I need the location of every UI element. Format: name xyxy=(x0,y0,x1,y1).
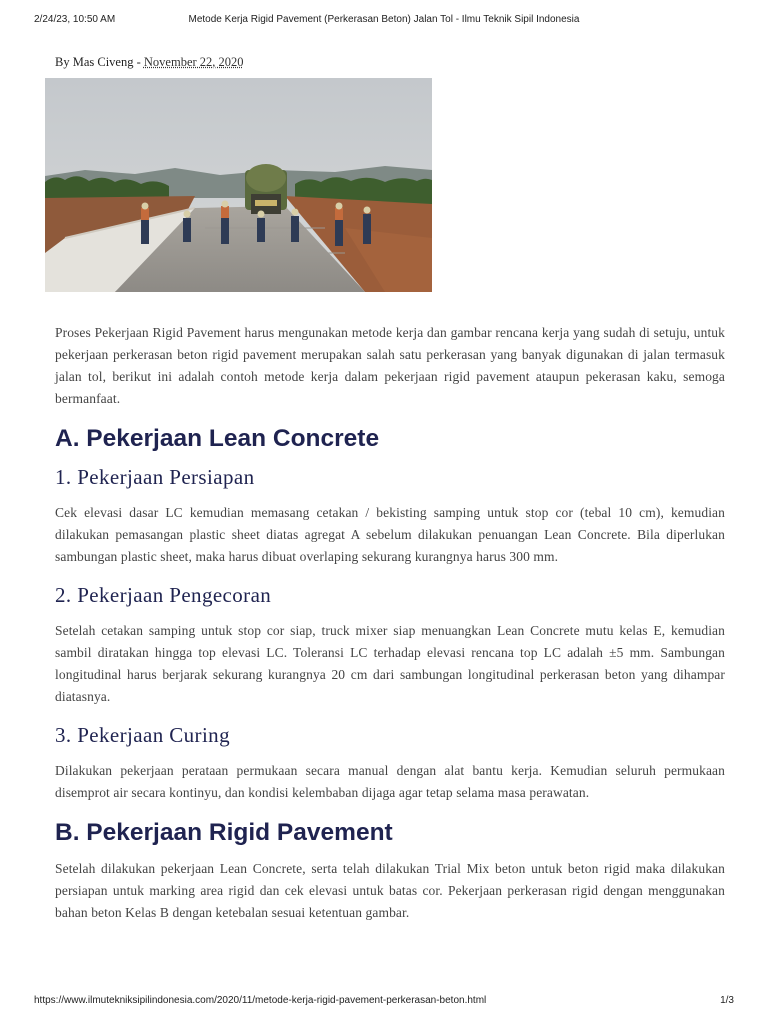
hero-image xyxy=(45,78,432,292)
publish-date-link[interactable]: November 22, 2020 xyxy=(143,55,244,69)
author-name: By Mas Civeng xyxy=(55,55,134,69)
print-url: https://www.ilmutekniksipilindonesia.com/2020/11/metode-kerja-rigid-pavement-perkerasan-beton.html xyxy=(34,995,487,1006)
subsection-persiapan-heading: 1. Pekerjaan Persiapan xyxy=(55,465,255,489)
subsection-curing-text: Dilakukan pekerjaan perataan permukaan secara manual dengan alat bantu kerja. Kemudian seluruh permukaan disemprot air secara kontinyu, dan kondisi kelembaban dijaga agar tetap selama masa perawatan. xyxy=(55,763,725,800)
section-b-text: Setelah dilakukan pekerjaan Lean Concrete, serta telah dilakukan Trial Mix beton untuk beton rigid maka dilakukan persiapan untuk marking area rigid dan cek elevasi untuk batas cor. Pekerjaan perkerasan rigid dengan menggunakan bahan beton Kelas B dengan ketebalan sesuai ketentuan gambar. xyxy=(55,861,725,920)
print-footer xyxy=(34,995,734,1009)
subsection-pengecoran-heading: 2. Pekerjaan Pengecoran xyxy=(55,583,272,607)
print-page-number: 1/3 xyxy=(720,995,734,1006)
section-b-heading: B. Pekerjaan Rigid Pavement xyxy=(55,819,393,846)
subsection-persiapan-text: Cek elevasi dasar LC kemudian memasang cetakan / bekisting samping untuk stop cor (tebal 10 cm), kemudian dilakukan pemasangan plastic sheet diatas agregat A sebelum dilakukan penuangan Lean Concrete. Bila diperlukan sambungan plastic sheet, maka harus dibuat overlaping sekurang kurangnya harus 300 mm. xyxy=(55,505,725,564)
print-header xyxy=(34,14,734,28)
intro-paragraph: Proses Pekerjaan Rigid Pavement harus mengunakan metode kerja dan gambar rencana kerja yang sudah di setuju, untuk pekerjaan perkerasan beton rigid pavement merupakan salah satu perkerasan yang banyak digunakan di jalan termasuk jalan tol, berikut ini adalah contoh metode kerja dalam pekerjaan rigid pavement ataupun pekerasan kaku, semoga bermanfaat. xyxy=(55,325,725,406)
article-body xyxy=(55,322,725,938)
print-timestamp: 2/24/23, 10:50 AM xyxy=(34,14,116,25)
article-byline xyxy=(55,55,244,70)
section-a-heading: A. Pekerjaan Lean Concrete xyxy=(55,425,380,452)
byline-separator: - xyxy=(133,55,144,69)
print-page-title: Metode Kerja Rigid Pavement (Perkerasan Beton) Jalan Tol - Ilmu Teknik Sipil Indonesia xyxy=(188,14,580,25)
subsection-curing-heading: 3. Pekerjaan Curing xyxy=(55,723,230,747)
subsection-pengecoran-text: Setelah cetakan samping untuk stop cor siap, truck mixer siap menuangkan Lean Concrete mutu kelas E, kemudian sambil diratakan hingga top elevasi LC. Toleransi LC terhadap elevasi rencana top LC adalah ±5 mm. Sambungan longitudinal harus berjarak sekurang kurangnya 20 cm dari sambungan longitudinal perkerasan beton yang dihampar diatasnya. xyxy=(55,623,725,704)
